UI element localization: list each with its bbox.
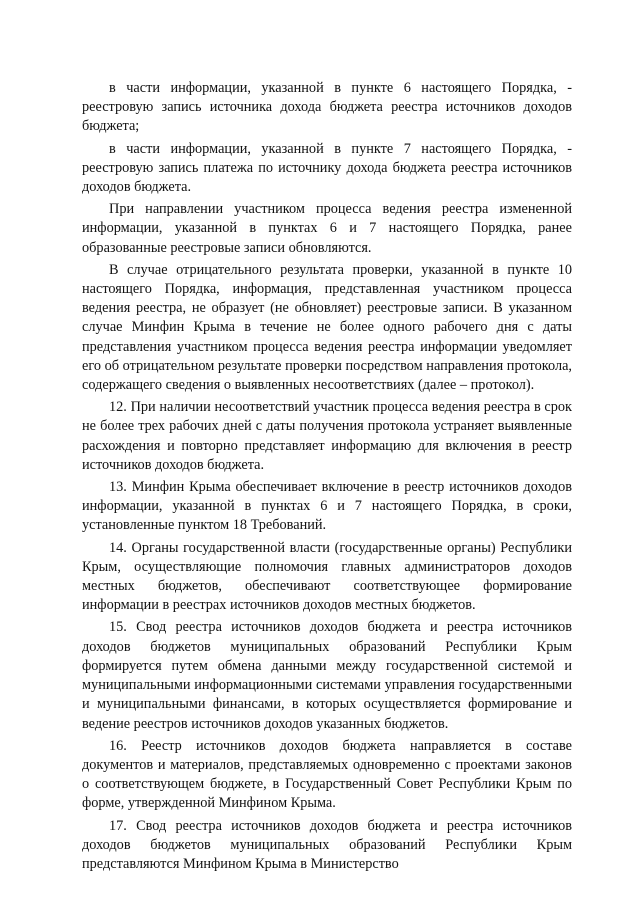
document-body xyxy=(82,79,572,874)
paragraph: в части информации, указанной в пункте 6 настоящего Порядка, - реестровую запись источника дохода бюджета реестра источников доходов бюджета; xyxy=(82,80,572,135)
paragraph-item-17: 17. Свод реестра источников доходов бюджета и реестра источников доходов бюджетов муниципальных образований Республики Крым представляются Минфином Крыма в Министерство xyxy=(82,817,572,872)
paragraph-item-13: 13. Минфин Крыма обеспечивает включение в реестр источников доходов информации, указанной в пунктах 6 и 7 настоящего Порядка, в сроки, установленные пунктом 18 Требований. xyxy=(82,479,572,534)
paragraph-item-14: 14. Органы государственной власти (государственные органы) Республики Крым, осуществляющие полномочия главных администраторов доходов местных бюджетов, обеспечивают соответствующее формирование информации в реестрах источников доходов местных бюджетов. xyxy=(82,539,572,614)
paragraph: При направлении участником процесса ведения реестра измененной информации, указанной в пунктах 6 и 7 настоящего Порядка, ранее образованные реестровые записи обновляются. xyxy=(82,201,572,256)
paragraph: В случае отрицательного результата проверки, указанной в пункте 10 настоящего Порядка, информация, представленная участником процесса ведения реестра, не образует (не обновляет) реестровые записи. В указанном случае Минфин Крыма в течение не более одного рабочего дня с даты представления участником процесса ведения реестра информации уведомляет его об отрицательном результате проверки посредством направления протокола, содержащего сведения о выявленных несоответствиях (далее – протокол). xyxy=(82,261,572,394)
paragraph-item-15: 15. Свод реестра источников доходов бюджета и реестра источников доходов бюджетов муниципальных образований Республики Крым формируется путем обмена данными между государственной системой и муниципальными информационными системами управления государственными и муниципальными финансами, в которых осуществляется формирование и ведение реестров источников доходов указанных бюджетов. xyxy=(82,619,572,732)
paragraph-item-12: 12. При наличии несоответствий участник процесса ведения реестра в срок не более трех рабочих дней с даты получения протокола устраняет выявленные расхождения и повторно представляет информацию для включения в реестр источников доходов бюджета. xyxy=(82,399,572,473)
paragraph-item-16: 16. Реестр источников доходов бюджета направляется в составе документов и материалов, представляемых одновременно с проектами законов о соответствующем бюджете, в Государственный Совет Республики Крым по форме, утвержденной Минфином Крыма. xyxy=(82,737,572,812)
paragraph: в части информации, указанной в пункте 7 настоящего Порядка, - реестровую запись платежа по источнику дохода бюджета реестра источников доходов бюджета. xyxy=(82,140,572,196)
